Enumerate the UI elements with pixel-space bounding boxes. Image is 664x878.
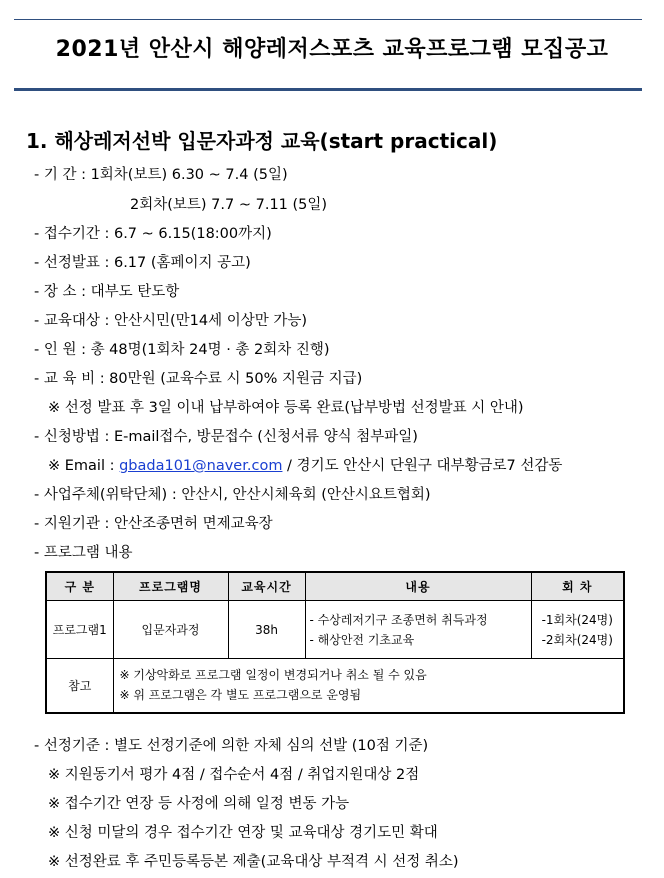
note-label: 참고: [46, 659, 113, 713]
criteria-note-3: ※ 신청 미달의 경우 접수기간 연장 및 교육대상 경기도민 확대: [48, 825, 438, 841]
email-prefix: ※ Email :: [48, 458, 120, 474]
header-hours: 교육시간: [228, 572, 305, 601]
cell-round: [531, 601, 624, 659]
criteria-note-2: ※ 접수기간 연장 등 사정에 의해 일정 변동 가능: [48, 796, 350, 812]
period-line-1: - 기 간 : 1회차(보트) 6.30 ~ 7.4 (5일): [34, 167, 288, 183]
content-item: - 수상레저기구 조종면허 취득과정: [309, 612, 488, 627]
target-line: - 교육대상 : 안산시민(만14세 이상만 가능): [34, 313, 308, 329]
cell-name: 입문자과정: [113, 601, 228, 659]
program-label: - 프로그램 내용: [34, 545, 133, 561]
content-item: - 해상안전 기초교육: [309, 632, 415, 647]
header-category: 구 분: [46, 572, 113, 601]
host-line: - 사업주체(위탁단체) : 안산시, 안산시체육회 (안산시요트협회): [34, 487, 431, 503]
table-row: [46, 601, 624, 659]
email-suffix: / 경기도 안산시 단원구 대부황금로7 선감동: [282, 458, 563, 474]
round-item: -2회차(24명): [541, 632, 613, 647]
email-line: [48, 454, 562, 475]
round-item: -1회차(24명): [541, 612, 613, 627]
header-name: 프로그램명: [113, 572, 228, 601]
cell-content: [305, 601, 531, 659]
program-table: [45, 571, 625, 714]
criteria-note-4: ※ 선정완료 후 주민등록등본 제출(교육대상 부적격 시 선정 취소): [48, 854, 459, 870]
note-item: ※ 기상악화로 프로그램 일정이 변경되거나 취소 될 수 있음: [119, 668, 427, 683]
place-line: - 장 소 : 대부도 탄도항: [34, 284, 180, 300]
section-heading: 1. 해상레저선박 입문자과정 교육(start practical): [26, 129, 498, 153]
top-rule: [14, 19, 642, 20]
email-link[interactable]: gbada101@naver.com: [119, 458, 283, 474]
criteria-line: - 선정기준 : 별도 선정기준에 의한 자체 심의 선발 (10점 기준): [34, 738, 429, 754]
people-line: - 인 원 : 총 48명(1회차 24명 · 총 2회차 진행): [34, 342, 330, 358]
header-round: 회 차: [531, 572, 624, 601]
note-item: ※ 위 프로그램은 각 별도 프로그램으로 운영됨: [119, 688, 362, 703]
header-content: 내용: [305, 572, 531, 601]
criteria-note-1: ※ 지원동기서 평가 4점 / 접수순서 4점 / 취업지원대상 2점: [48, 767, 420, 783]
reception-line: - 접수기간 : 6.7 ~ 6.15(18:00까지): [34, 226, 272, 242]
table-note-row: [46, 659, 624, 713]
period-line-2: 2회차(보트) 7.7 ~ 7.11 (5일): [130, 197, 328, 213]
page-title: 2021년 안산시 해양레저스포츠 교육프로그램 모집공고: [55, 37, 609, 62]
cell-hours: 38h: [228, 601, 305, 659]
fee-line: - 교 육 비 : 80만원 (교육수료 시 50% 지원금 지급): [34, 371, 363, 387]
table-header-row: [46, 572, 624, 601]
note-content: [113, 659, 624, 713]
announce-line: - 선정발표 : 6.17 (홈페이지 공고): [34, 255, 251, 271]
cell-category: 프로그램1: [46, 601, 113, 659]
apply-line: - 신청방법 : E-mail접수, 방문접수 (신청서류 양식 첨부파일): [34, 429, 418, 445]
fee-note: ※ 선정 발표 후 3일 이내 납부하여야 등록 완료(납부방법 선정발표 시 안내): [48, 400, 524, 416]
title-underline: [14, 88, 642, 91]
support-line: - 지원기관 : 안산조종면허 면제교육장: [34, 516, 273, 532]
